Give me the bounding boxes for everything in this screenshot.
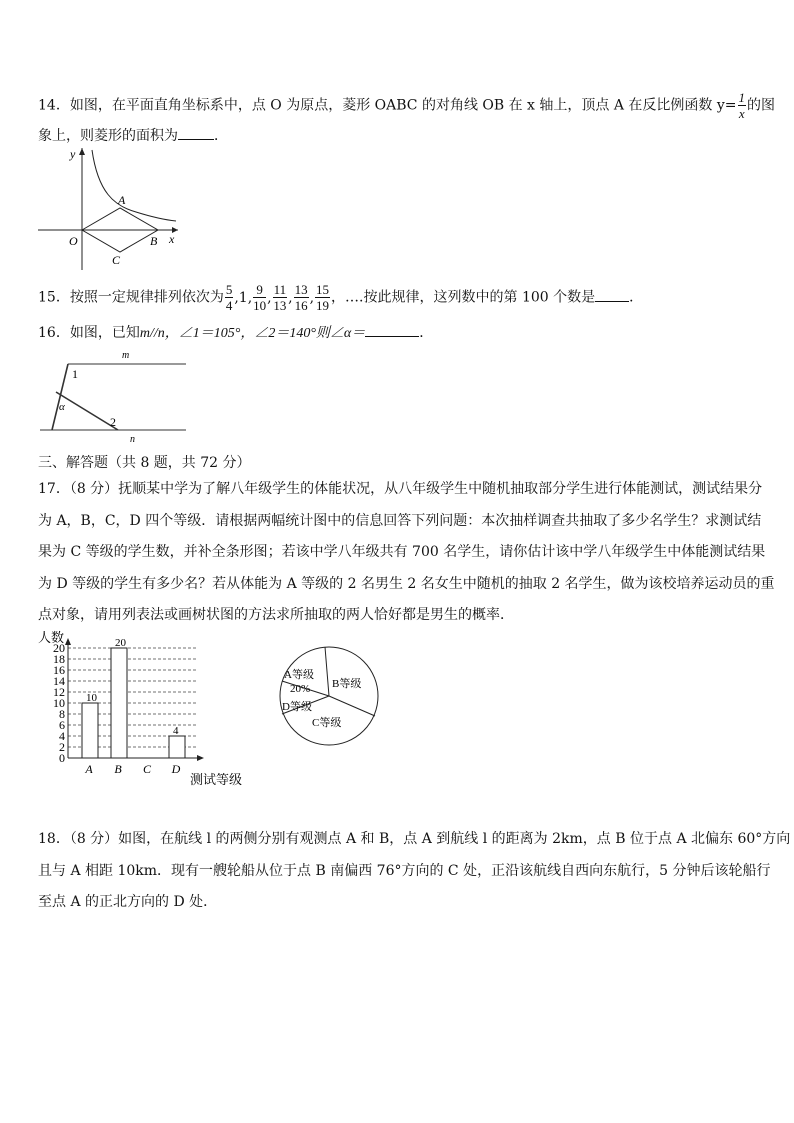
q14-line2 (38, 125, 228, 145)
bar-label-A: 10 (86, 692, 97, 704)
q17-pie-chart (276, 642, 386, 752)
bar-A (82, 703, 98, 758)
q16-figure (38, 346, 188, 446)
q14-B-label: B (150, 234, 158, 248)
bar-category-A: A (85, 762, 93, 776)
bar-ytick-10: 10 (53, 696, 65, 710)
pie-label-A-percent: 20% (290, 683, 311, 695)
q15-end: ． (629, 289, 644, 306)
bar-chart-xlabel: 测试等级 (190, 772, 243, 787)
bar-label-D: 4 (173, 725, 179, 737)
bar-category-B: B (114, 762, 122, 776)
q15-term-6-den: 19 (316, 298, 330, 313)
q17-line-2: 为 A，B，C，D 四个等级．请根据两幅统计图中的信息回答下列问题：本次抽样调查共抽取了多少名学生？求测试结 (38, 513, 762, 529)
q15-suffix: ，….按此规律，这列数中的第 100 个数是 (331, 289, 596, 306)
q16-angle1-label: 1 (72, 367, 78, 381)
q14-line1 (38, 90, 775, 121)
q17-line-3: 果为 C 等级的学生数，并补全条形图；若该中学八年级共有 700 名学生，请你估计该中学八年级学生中体能测试结果 (38, 544, 766, 560)
q14-text-b: 的图 (747, 97, 776, 114)
bar-ytick-4: 4 (59, 729, 65, 743)
bar-ytick-6: 6 (59, 718, 65, 732)
q16-end: ． (419, 325, 434, 341)
q15-term-1-num: 5 (225, 282, 233, 297)
pie-divider-4 (329, 696, 375, 716)
q15-term-4-num: 11 (273, 282, 287, 297)
bar-D (169, 736, 185, 758)
bar-ytick-8: 8 (59, 707, 65, 721)
pie-divider-1 (325, 647, 329, 696)
q16-text: 16．如图，已知 (38, 325, 140, 341)
q15-term-1 (225, 282, 234, 313)
q16-line (38, 322, 433, 343)
q17-bar-chart (38, 628, 268, 790)
bar-label-B: 20 (115, 637, 126, 649)
bar-ytick-18: 18 (53, 652, 65, 666)
q16-alpha-label: α (59, 401, 65, 413)
q15-sequence: $\frac{5}{4}$ ,1, $\frac{9}{10}$ , $\frac{11}{13}$ , $\frac{13}{16}$ , $\frac{15}{19}$ (225, 282, 330, 313)
q15-line (38, 282, 643, 313)
bar-category-C: C (142, 762, 152, 776)
q14-end: ． (214, 128, 228, 144)
q15-term-3 (253, 282, 266, 313)
q14-text-a: 14．如图，在平面直角坐标系中，点 O 为原点，菱形 OABC 的对角线 OB 在 x 轴上，顶点 A 在反比例函数 y= (38, 97, 737, 114)
q18-line-2: 且与 A 相距 10km．现有一艘轮船从位于点 B 南偏西 76°方向的 C 处，正沿该航线自西向东航行，5 分钟后该轮船行 (38, 863, 771, 879)
q15-prefix: 15．按照一定规律排列依次为 (38, 289, 224, 306)
pie-label-B: B等级 (332, 678, 362, 690)
q14-text-c: 象上，则菱形的面积为 (38, 128, 178, 144)
q16-m-label: m (122, 350, 130, 361)
q17-line-5: 点对象，请用列表法或画树状图的方法求所抽取的两人恰好都是男生的概率． (38, 607, 514, 623)
q14-x-label: x (169, 232, 175, 246)
q14-O-label: O (69, 234, 78, 248)
bar-ytick-2: 2 (59, 740, 65, 754)
q15-term-3-den: 10 (253, 298, 267, 313)
pie-label-C: C等级 (312, 717, 342, 729)
q14-A-label: A (118, 193, 126, 207)
q16-condition: m//n，∠1＝105°，∠2＝140°则∠α＝ (139, 326, 366, 341)
bar-ytick-20: 20 (53, 641, 65, 655)
q18-line-3: 至点 A 的正北方向的 D 处． (38, 894, 218, 910)
q15-term-6-num: 15 (316, 282, 330, 297)
q15-term-5 (294, 282, 309, 313)
q16-angle2-label: 2 (110, 415, 116, 429)
bar-ytick-16: 16 (53, 663, 65, 677)
pie-label-D: D等级 (282, 701, 312, 713)
bar-ytick-12: 12 (53, 685, 65, 699)
bar-B (111, 648, 127, 758)
pie-label-A: A等级 (284, 669, 314, 681)
q14-y-label: y (70, 147, 76, 161)
q15-term-5-den: 16 (294, 298, 308, 313)
q15-term-4 (273, 282, 288, 313)
q15-term-5-num: 13 (294, 282, 308, 297)
q16-answer-blank (365, 322, 419, 337)
bar-ytick-0: 0 (59, 751, 65, 765)
q15-term-1-den: 4 (225, 298, 233, 313)
bar-ytick-14: 14 (53, 674, 65, 688)
q15-term-6 (315, 282, 330, 313)
q15-term-4-den: 13 (273, 298, 287, 313)
bar-category-D: D (171, 762, 181, 776)
q17-line-1: 17．（8 分）抚顺某中学为了解八年级学生的体能状况，从八年级学生中随机抽取部分学生进行体能测试，测试结果分 (38, 481, 763, 497)
q16-n-label: n (130, 434, 135, 445)
q14-frac-num: 1 (738, 90, 746, 105)
q14-fraction (738, 90, 747, 121)
q15-term-3-num: 9 (253, 282, 266, 298)
q14-figure (36, 144, 186, 272)
q14-C-label: C (112, 253, 121, 267)
q18-line-1: 18．（8 分）如图，在航线 l 的两侧分别有观测点 A 和 B，点 A 到航线 l 的距离为 2km，点 B 位于点 A 北偏东 60°方向 (38, 831, 791, 847)
q14-answer-blank (178, 125, 214, 140)
bar-chart-ylabel: 人数 (38, 630, 65, 645)
q14-frac-den: x (738, 106, 745, 121)
q15-answer-blank (595, 287, 629, 302)
section-3-heading: 三、解答题（共 8 题，共 72 分） (38, 455, 251, 471)
q17-line-4: 为 D 等级的学生有多少名？若从体能为 A 等级的 2 名男生 2 名女生中随机的抽取 2 名学生，做为该校培养运动员的重 (38, 576, 775, 592)
q15-term-2: 1 (238, 289, 248, 306)
